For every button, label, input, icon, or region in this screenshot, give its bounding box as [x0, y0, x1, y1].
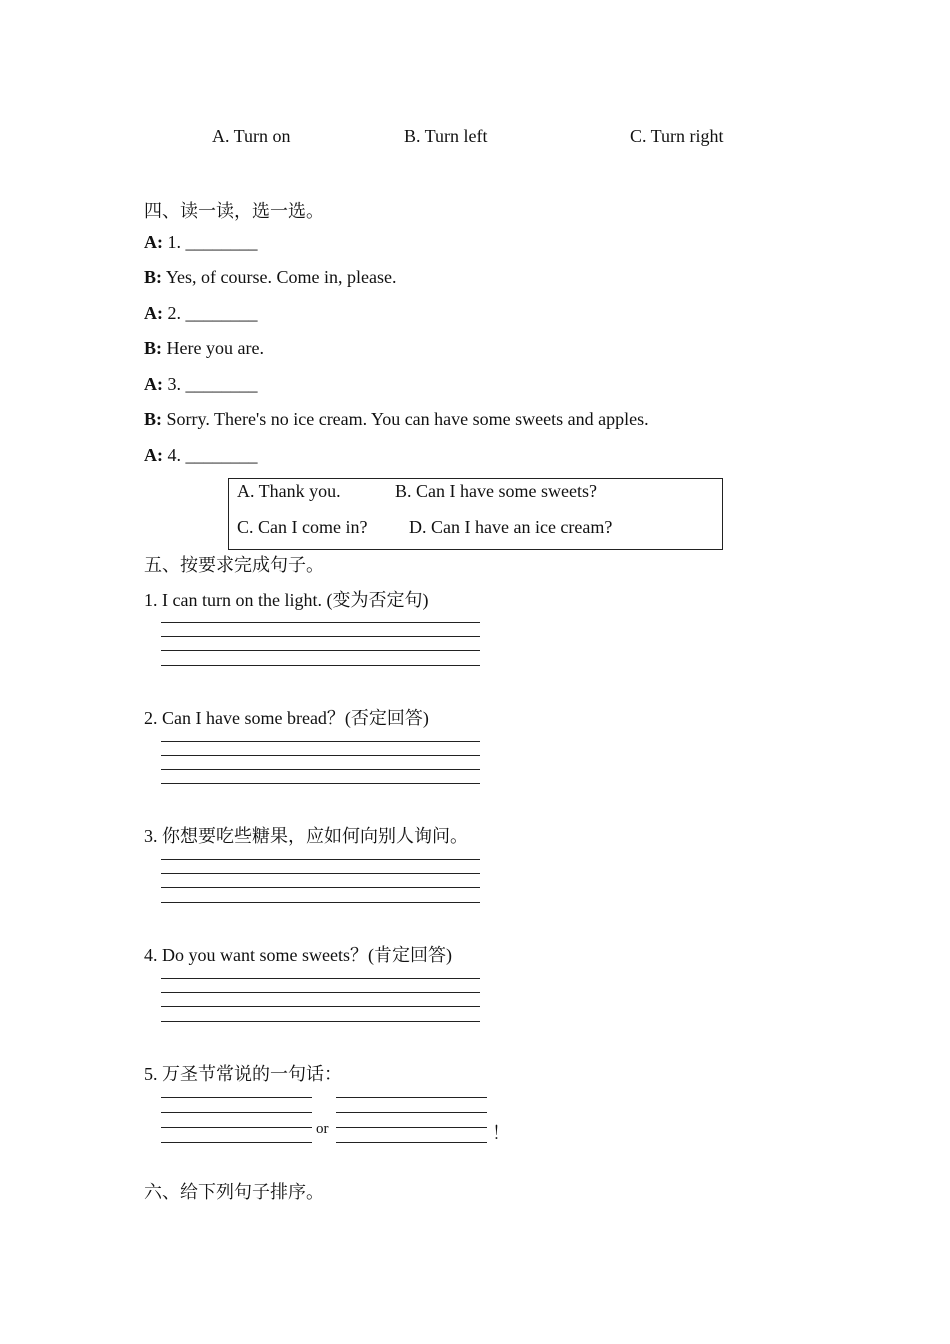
dialogue-text: Yes, of course. Come in, please.: [165, 267, 397, 287]
answer-line: [336, 1097, 487, 1098]
answer-line: [161, 873, 480, 874]
section4-title: 四、读一读，选一选。: [144, 201, 324, 221]
question-3: 3. 你想要吃些糖果，应如何向别人询问。: [144, 826, 468, 846]
question-5: 5. 万圣节常说的一句话：: [144, 1064, 342, 1084]
dialogue-text: 3. ________: [167, 374, 258, 394]
section6-title: 六、给下列句子排序。: [144, 1182, 324, 1202]
answer-line: [161, 887, 480, 888]
question-2: 2. Can I have some bread？(否定回答): [144, 708, 429, 728]
speaker: A:: [144, 303, 163, 323]
choice-a: A. Thank you.: [237, 481, 341, 501]
answer-line: [161, 902, 480, 903]
option-a: A. Turn on: [212, 126, 291, 146]
speaker: A:: [144, 374, 163, 394]
answer-line: [336, 1112, 487, 1113]
speaker: B:: [144, 267, 162, 287]
answer-line: [336, 1127, 487, 1128]
answer-line: [161, 636, 480, 637]
exclamation-mark: ！: [492, 1123, 510, 1143]
speaker: A:: [144, 445, 163, 465]
choice-d: D. Can I have an ice cream?: [409, 517, 613, 537]
answer-line: [161, 755, 480, 756]
dialogue-text: 1. ________: [167, 232, 258, 252]
choice-b: B. Can I have some sweets?: [395, 481, 597, 501]
dialogue-text: 2. ________: [167, 303, 258, 323]
answer-line: [161, 783, 480, 784]
answer-line: [161, 622, 480, 623]
dialogue-line-6: [144, 409, 649, 430]
answer-line: [336, 1142, 487, 1143]
speaker: B:: [144, 409, 162, 429]
dialogue-line-3: [144, 303, 258, 324]
answer-line: [161, 978, 480, 979]
answer-line: [161, 1127, 312, 1128]
answer-line: [161, 859, 480, 860]
dialogue-text: Here you are.: [166, 338, 264, 358]
section5-title: 五、按要求完成句子。: [144, 555, 324, 575]
speaker: B:: [144, 338, 162, 358]
option-c: C. Turn right: [630, 126, 724, 146]
dialogue-line-7: [144, 445, 258, 466]
choice-c: C. Can I come in?: [237, 517, 368, 537]
answer-line: [161, 1112, 312, 1113]
dialogue-line-4: [144, 338, 264, 359]
answer-line: [161, 769, 480, 770]
option-b: B. Turn left: [404, 126, 488, 146]
dialogue-line-2: [144, 267, 396, 288]
dialogue-line-1: [144, 232, 258, 253]
question-1: 1. I can turn on the light. (变为否定句): [144, 590, 429, 610]
answer-line: [161, 1142, 312, 1143]
answer-line: [161, 741, 480, 742]
dialogue-text: Sorry. There's no ice cream. You can have some sweets and apples.: [166, 409, 649, 429]
speaker: A:: [144, 232, 163, 252]
or-connector: or: [316, 1121, 329, 1137]
answer-line: [161, 1006, 480, 1007]
question-4: 4. Do you want some sweets？(肯定回答): [144, 945, 452, 965]
answer-line: [161, 650, 480, 651]
dialogue-text: 4. ________: [167, 445, 258, 465]
answer-line: [161, 665, 480, 666]
answer-line: [161, 1097, 312, 1098]
dialogue-line-5: [144, 374, 258, 395]
answer-line: [161, 992, 480, 993]
answer-line: [161, 1021, 480, 1022]
